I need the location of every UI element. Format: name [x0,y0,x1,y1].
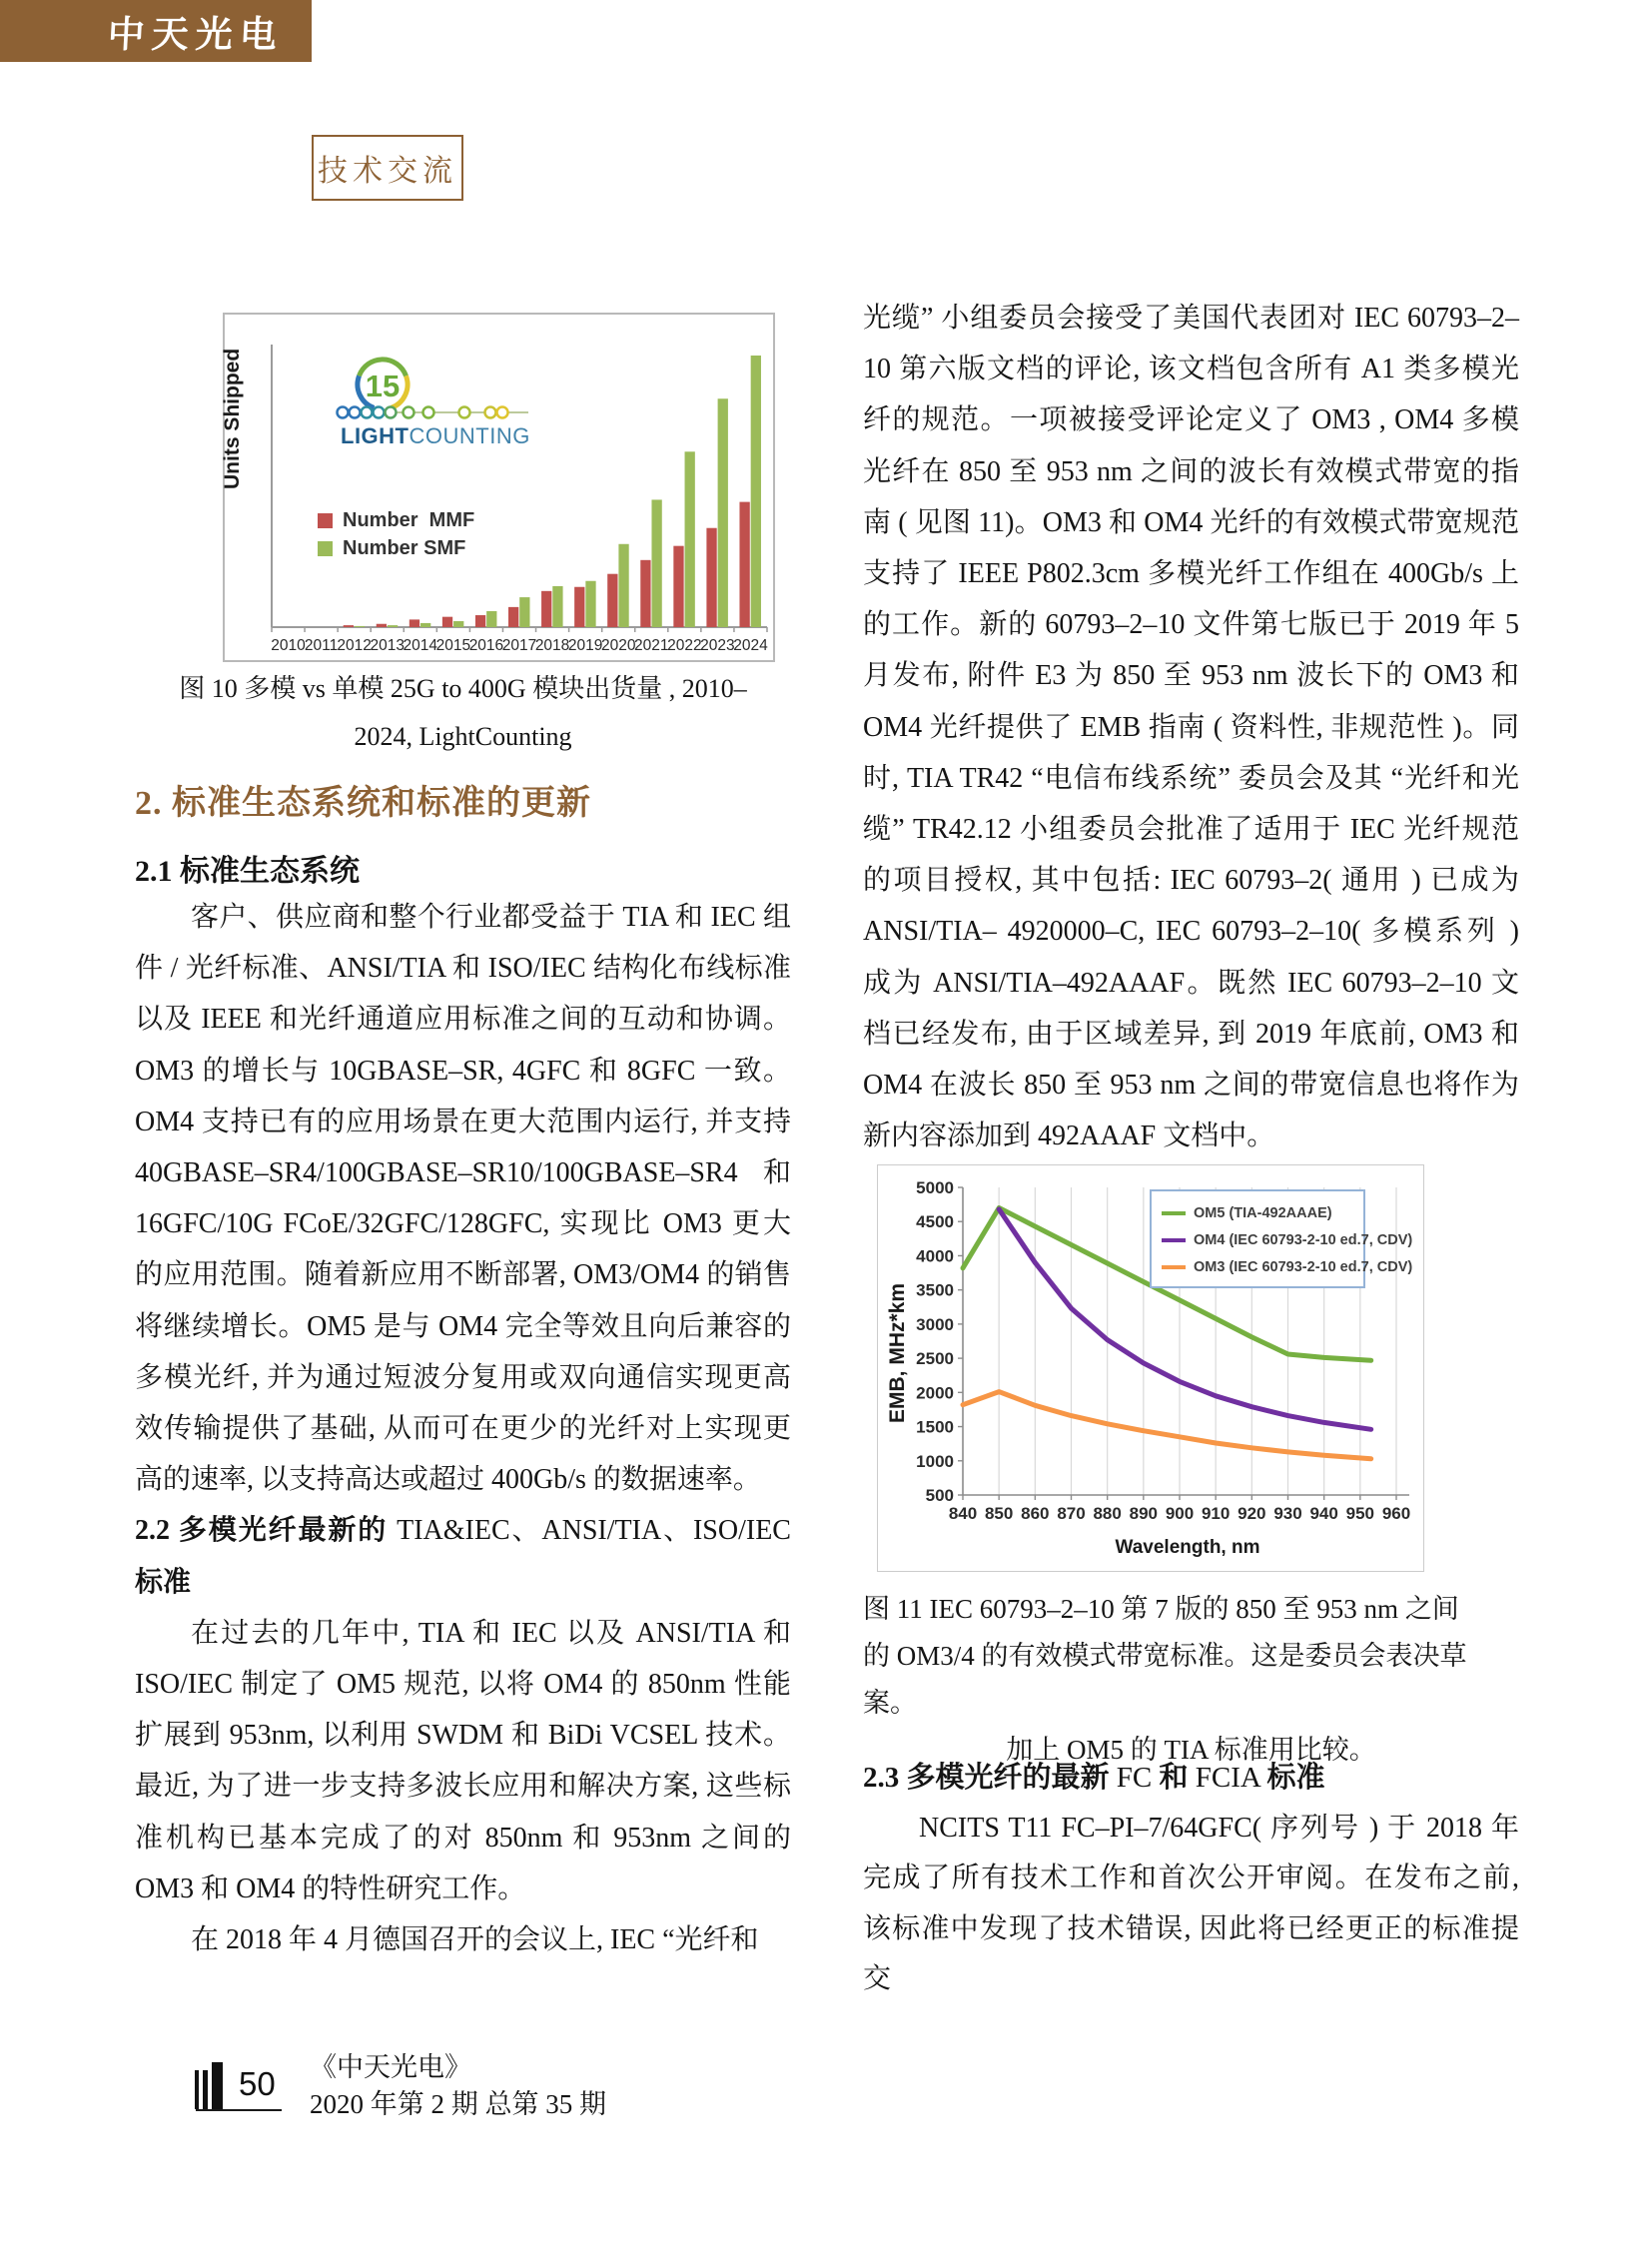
section22-heading-bold1: 2.2 多模光纤最新的 [135,1515,398,1547]
paragraph: 客户、供应商和整个行业都受益于 TIA 和 IEC 组件 / 光纤标准、ANSI/TIA 和 ISO/IEC 结构化布线标准以及 IEEE 和光纤通道应用标准之间的互动和协调。OM3 的增长与 10GBASE–SR, 4GFC 和 8GFC 一致。OM4 支持已有的应用场景在更大范围内运行, 并支持 40GBASE–SR4/100GBASE–SR10/100GBASE–SR4 和 16GFC/10G FCoE/32GFC/128GFC, 实现比 OM3 更大的应用范围。随着新应用不断部署, OM3/OM4 的销售将继续增长。OM5 是与 OM4 完全等效且向后兼容的多模光纤, 并为通过短波分复用或双向通信实现更高效传输提供了基础, 从而可在更少的光纤对上实现更高的速率, 以支持高达或超过 400Gb/s 的数据速率。 [135,902,791,1496]
svg-text:940: 940 [1309,1504,1338,1523]
fig11-caption-line1: 图 11 IEC 60793–2–10 第 7 版的 850 至 953 nm 之间 [863,1594,1459,1624]
svg-text:2000: 2000 [916,1383,954,1403]
section22-heading [135,1505,791,1607]
svg-text:880: 880 [1093,1504,1122,1523]
smf-legend-label: Number SMF [343,536,466,559]
footer-journal-info [310,2049,606,2123]
fig11-legend [1150,1189,1413,1288]
svg-text:950: 950 [1345,1504,1375,1523]
svg-text:960: 960 [1381,1504,1411,1523]
figure10-bar-chart [223,313,775,662]
paragraph: 在过去的几年中, TIA 和 IEC 以及 ANSI/TIA 和 ISO/IEC 制定了 OM5 规范, 以将 OM4 的 850nm 性能扩展到 953nm, 以利用 SWDM 和 BiDi VCSEL 技术。最近, 为了进一步支持多波长应用和解决方案, 这些标准机构已基本完成了的对 850nm 和 953nm 之间的 OM3 和 OM4 的特性研究工作。 [135,1617,791,1904]
header-section-tab [312,135,463,201]
svg-text:2023: 2023 [700,637,735,654]
logo-light-text: LIGHT [341,423,410,448]
fig10-plot-area [225,315,773,660]
fig10-caption [135,665,791,761]
svg-text:2014: 2014 [403,637,438,654]
header-brand-bar [0,0,312,62]
section23-paragraph [863,1804,1519,2005]
paragraph: 在 2018 年 4 月德国召开的会议上, IEC “光纤和 [191,1924,759,1956]
section-tab-label: 技术交流 [318,155,457,188]
svg-text:3000: 3000 [916,1314,954,1334]
fig11-legend-om3 [1162,1253,1413,1280]
logo-15: 15 [365,369,401,403]
fig11-legend-om5 [1162,1199,1363,1226]
fig11-legend-om4 [1162,1226,1413,1253]
svg-text:2016: 2016 [468,637,504,654]
svg-text:2021: 2021 [634,637,669,654]
svg-text:2012: 2012 [337,637,372,654]
svg-text:2013: 2013 [370,637,405,654]
svg-text:4000: 4000 [916,1246,954,1266]
svg-text:1000: 1000 [916,1451,954,1471]
svg-text:860: 860 [1021,1504,1050,1523]
section23-heading-normal2: FCIA [1195,1762,1267,1794]
svg-text:2010: 2010 [271,637,306,654]
fig11-y-axis-label: EMB, MHz*km [886,1282,909,1423]
journal-name: 《中天光电》 [310,2052,471,2082]
svg-text:910: 910 [1201,1504,1231,1523]
svg-text:2017: 2017 [501,637,537,654]
figure11-line-chart [877,1164,1424,1572]
fig11-caption-line2: 的 OM3/4 的有效模式带宽标准。这是委员会表决草案。 [863,1641,1467,1718]
svg-text:5000: 5000 [916,1178,954,1197]
footer-rule [196,2109,282,2111]
svg-text:2018: 2018 [534,637,570,654]
svg-text:500: 500 [925,1486,954,1505]
svg-text:1500: 1500 [916,1417,954,1437]
mmf-legend-label: Number MMF [343,508,475,531]
svg-text:3500: 3500 [916,1280,954,1300]
svg-text:2500: 2500 [916,1349,954,1369]
section23-heading-normal1: FC [1116,1762,1160,1794]
svg-text:870: 870 [1057,1504,1086,1523]
paragraph: NCITS T11 FC–PI–7/64GFC( 序列号 ) 于 2018 年完成了所有技术工作和首次公开审阅。在发布之前, 该标准中发现了技术错误, 因此将已经更正的标准提交 [863,1813,1519,1995]
svg-text:930: 930 [1273,1504,1302,1523]
svg-text:920: 920 [1238,1504,1266,1523]
om5-legend-label: OM5 (TIA-492AAAE) [1194,1204,1332,1221]
svg-text:2024: 2024 [733,637,768,654]
section22-heading-bold2: 标准 [135,1566,192,1598]
page-number: 50 [239,2065,276,2102]
svg-text:840: 840 [948,1504,978,1523]
om4-legend-label: OM4 (IEC 60793-2-10 ed.7, CDV) [1194,1231,1413,1248]
svg-text:4500: 4500 [916,1212,954,1232]
section23-heading-bold1: 2.3 多模光纤的最新 [863,1762,1117,1794]
svg-text:2011: 2011 [304,637,339,654]
fig11-caption [863,1586,1519,1774]
fig11-caption-line3: 加上 OM5 的 TIA 标准用比较。 [1006,1735,1376,1765]
om3-legend-label: OM3 (IEC 60793-2-10 ed.7, CDV) [1194,1258,1413,1275]
fig11-x-axis-label: Wavelength, nm [1115,1537,1260,1558]
om3-swatch [1162,1265,1186,1269]
section22-heading-normal: TIA&IEC、ANSI/TIA、ISO/IEC [397,1515,791,1547]
footer-bars-icon [195,2060,227,2110]
brand-logo: 中天光电 [106,15,285,56]
section2-heading: 2. 标准生态系统和标准的更新 [135,785,591,822]
svg-text:850: 850 [984,1504,1014,1523]
fig10-y-axis-label: Units Shipped [221,348,244,489]
svg-text:2022: 2022 [667,637,702,654]
om5-swatch [1162,1211,1186,1215]
fig10-caption-line2: 2024, LightCounting [354,722,572,751]
svg-text:2019: 2019 [567,637,603,654]
section21-heading: 2.1 标准生态系统 [135,855,360,888]
paragraph: 光缆” 小组委员会接受了美国代表团对 IEC 60793–2–10 第六版文档的评论, 该文档包含所有 A1 类多模光纤的规范。一项被接受评论定义了 OM3 , OM4 多模光纤在 850 至 953 nm 之间的波长有效模式带宽的指南 ( 见图 11)。OM3 和 OM4 光纤的有效模式带宽规范支持了 IEEE P802.3cm 多模光纤工作组在 400Gb/s 上的工作。新的 60793–2–10 文件第七版已于 2019 年 5 月发布, 附件 E3 为 850 至 953 nm 波长下的 OM3 和 OM4 光纤提供了 EMB 指南 ( 资料性, 非规范性 )。同时, TIA TR42 “电信布线系统” 委员会及其 “光纤和光缆” TR42.12 小组委员会批准了适用于 IEC 光纤规范的项目授权, 其中包括: IEC 60793–2( 通用 ) 已成为 ANSI/TIA– 4920000–C, IEC 60793–2–10( 多模系列 ) 成为 ANSI/TIA–492AAAF。既然 IEC 60793–2–10 文档已经发布, 由于区域差异, 到 2019 年底前, OM3 和 OM4 在波长 850 至 953 nm 之间的带宽信息也将作为新内容添加到 492AAAF 文档中。 [863,303,1519,1152]
section23-heading [863,1755,1325,1796]
fig10-caption-line1: 图 10 多模 vs 单模 25G to 400G 模块出货量 , 2010– [179,674,747,703]
section23-heading-bold3: 标准 [1266,1762,1325,1794]
svg-text:2015: 2015 [435,637,471,654]
section23-heading-bold2: 和 [1159,1762,1196,1794]
om4-swatch [1162,1238,1186,1242]
issue-info: 2020 年第 2 期 总第 35 期 [310,2089,606,2119]
left-column-text [135,892,791,1965]
right-column-text [863,293,1519,1161]
svg-text:2020: 2020 [600,637,636,654]
logo-counting-text: COUNTING [409,423,530,448]
svg-text:900: 900 [1165,1504,1195,1523]
svg-text:890: 890 [1129,1504,1159,1523]
